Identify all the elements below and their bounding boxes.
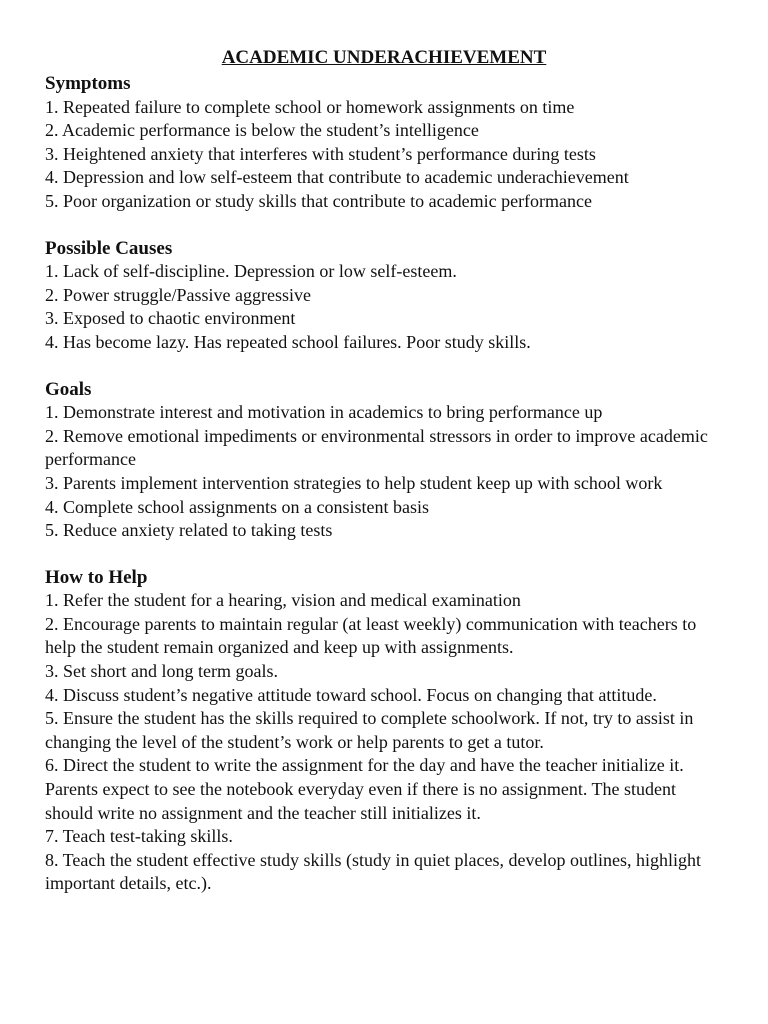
- list-item: 2. Encourage parents to maintain regular (at least weekly) communication with teachers to help the student remain organized and keep up with assignments.: [45, 613, 697, 658]
- list-item: 4. Discuss student’s negative attitude toward school. Focus on changing that attitude.: [45, 684, 657, 705]
- list-item: 4. Complete school assignments on a consistent basis: [45, 496, 429, 517]
- page-title: ACADEMIC UNDERACHIEVEMENT: [221, 47, 547, 68]
- list-item: 2. Remove emotional impediments or environmental stressors in order to improve academic performance: [45, 425, 708, 470]
- section-symptoms: [45, 72, 728, 214]
- list-item: 1. Lack of self-discipline. Depression or low self-esteem.: [45, 261, 457, 282]
- section-possible-causes: [45, 237, 728, 355]
- list-item: 1. Demonstrate interest and motivation in academics to bring performance up: [45, 402, 603, 423]
- list-item: 5. Ensure the student has the skills required to complete schoolwork. If not, try to assist in changing the level of the student’s work or help parents to get a tutor.: [45, 708, 694, 752]
- section-goals: [45, 378, 728, 543]
- list-item: 8. Teach the student effective study skills (study in quiet places, develop outlines, highlight important details, etc.).: [45, 849, 701, 894]
- list-item: 3. Exposed to chaotic environment: [45, 308, 296, 329]
- list-item: 3. Heightened anxiety that interferes with student’s performance during tests: [45, 143, 596, 164]
- list-item: 7. Teach test-taking skills.: [45, 826, 233, 847]
- section-heading: How to Help: [45, 566, 148, 588]
- list-item: 2. Power struggle/Passive aggressive: [45, 284, 311, 305]
- list-item: 3. Parents implement intervention strategies to help student keep up with school work: [45, 472, 663, 493]
- section-heading: Possible Causes: [45, 237, 173, 259]
- list-item: 4. Depression and low self-esteem that contribute to academic underachievement: [45, 167, 629, 188]
- list-item: 5. Poor organization or study skills that contribute to academic performance: [45, 190, 593, 211]
- list-item: 1. Repeated failure to complete school or homework assignments on time: [45, 96, 575, 117]
- list-item: 5. Reduce anxiety related to taking tests: [45, 520, 333, 541]
- list-item: 6. Direct the student to write the assignment for the day and have the teacher initialize it. Parents expect to see the notebook everyday even if there is no assignment. The student should write no assignment and the teacher still initializes it.: [45, 755, 684, 823]
- list-item: 1. Refer the student for a hearing, vision and medical examination: [45, 590, 521, 611]
- section-heading: Goals: [45, 378, 92, 400]
- list-item: 3. Set short and long term goals.: [45, 661, 278, 682]
- section-heading: Symptoms: [45, 73, 131, 94]
- section-how-to-help: [45, 566, 728, 896]
- list-item: 2. Academic performance is below the student’s intelligence: [45, 120, 479, 141]
- list-item: 4. Has become lazy. Has repeated school failures. Poor study skills.: [45, 331, 531, 352]
